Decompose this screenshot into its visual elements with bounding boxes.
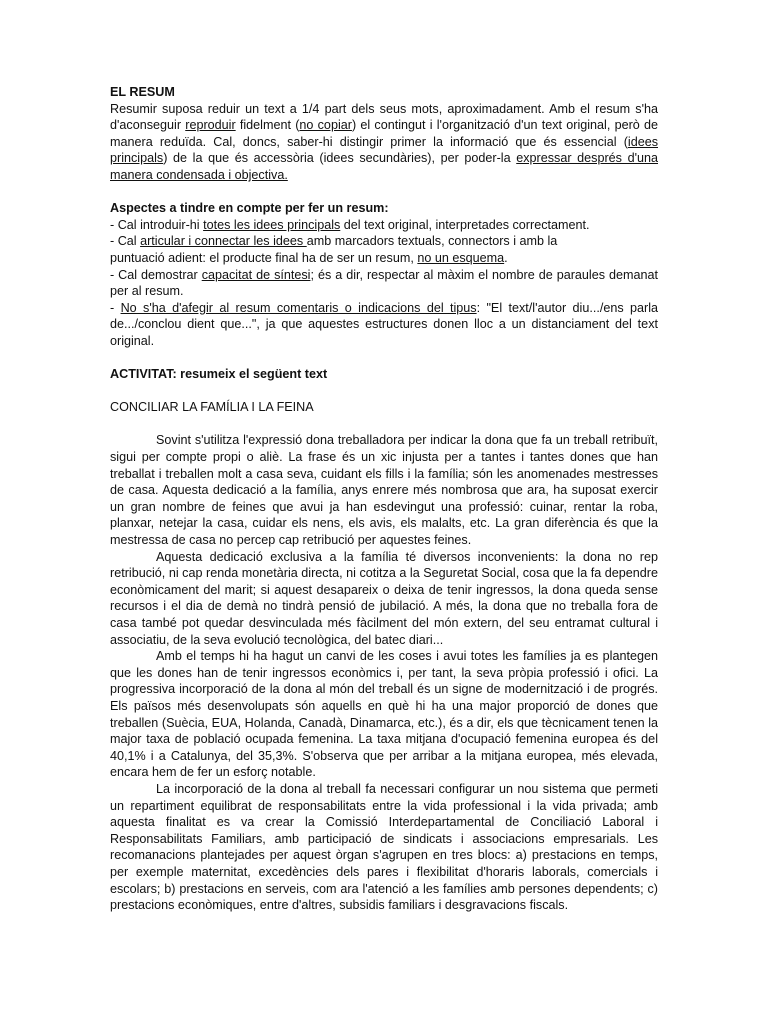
underlined-text: no un esquema [417,250,505,265]
underlined-text: no copiar [299,118,352,133]
article-paragraph-4: La incorporació de la dona al treball fa necessari configurar un nou sistema que permeti un repartiment equilibrat de responsabilitats entre la vida professional i la vida privada; amb aquesta finalitat es va crear la Comissió Interdepartamental de Conciliació Laboral i Responsabilitats Familiars, amb participació de sindicats i associacions empresarials. Les recomanacions plantejades per aquest òrgan s'agrupen en tres blocs: a) prestacions en temps, per exemple maternitat, excedències dels pares i flexibilitat d'horaris laborals, comercials i escolars; b) prestacions en serveis, com ara l'atenció a les famílies amb persones dependents; c) prestacions econòmiques, entre d'altres, subsidis familiars i desgravacions fiscals. [110,781,658,913]
text-run: : "El text/l'autor diu.../ens parla de.../conclou dient que...", ja que aquestes estructures donen lloc a un distanciament del text original. [110,300,659,348]
underlined-text: No s'ha d'afegir al resum comentaris o indicacions del tipus [120,300,477,315]
spacer [110,383,658,400]
text-run: - Cal introduir-hi [110,217,204,232]
section-title-aspects: Aspectes a tindre en compte per fer un resum: [110,201,389,216]
spacer [110,184,658,201]
document-page [110,84,658,914]
spacer [110,350,658,367]
text-run: . [504,250,508,265]
underlined-text: articular i connectar les idees [140,234,307,249]
activity-title: ACTIVITAT: resumeix el següent text [110,367,328,382]
spacer [110,416,658,433]
underlined-text: idees principals [110,134,658,166]
underlined-text: reproduir [185,118,236,133]
text-run: ) el contingut i l'organització d'un text original, però de manera reduïda. Cal, doncs, saber-hi distingir primer la informació que és essencial ( [110,118,659,149]
underlined-text: expressar després d'una manera condensada i objectiva. [110,151,658,182]
text-run: - Cal demostrar [110,267,202,282]
aspect-item-2 [110,233,658,250]
article-paragraph-1: Sovint s'utilitza l'expressió dona treballadora per indicar la dona que fa un treball retribuït, sigui per compte propi o aliè. La frase és un xic injusta per a tantes i tantes dones que han treballat i treballen molt a casa seva, cuidant els fills i la família; són les anomenades mestresses de casa. Aquesta dedicació a la família, anys enrere més nombrosa que ara, ha suposat exercir un gran nombre de feines que avui ja han esdevingut una professió: cuinar, rentar la roba, planxar, netejar la casa, cuidar els nens, els avis, els malalts, etc. La gran diferència és que la mestressa de casa no percep cap retribució per aquestes feines. [110,433,658,548]
text-run: ) de la que és accessòria (idees secundàries), per poder-la [163,151,517,166]
text-run: amb marcadors textuals, connectors i amb la [306,234,558,249]
aspect-item-3 [110,267,658,300]
aspect-item-4 [110,300,658,350]
text-run: - [110,300,121,315]
article-paragraph-3: Amb el temps hi ha hagut un canvi de les coses i avui totes les famílies ja es plantegen que les dones han de tenir ingressos econòmics i, per tant, la seva pròpia professió i ofici. La progressiva incorporació de la dona al món del treball és un signe de modernització i de progrés. Els països més desenvolupats són aquells en què hi ha una major proporció de dones que treballen (Suècia, EUA, Holanda, Canadà, Dinamarca, etc.), és a dir, els que tècnicament tenen la major taxa de població ocupada femenina. La taxa mitjana d'ocupació femenina europea és del 40,1% i a Catalunya, del 35,3%. S'observa que per arribar a la mitjana europea, més elevada, encara hem de fer un esforç notable. [110,649,658,780]
section-title-resum: EL RESUM [110,85,175,99]
underlined-text: capacitat de síntesi [201,267,311,282]
underlined-text: totes les idees principals [203,217,341,232]
aspect-item-1 [110,217,658,234]
article-title: CONCILIAR LA FAMÍLIA I LA FEINA [110,400,314,415]
article-paragraph-2: Aquesta dedicació exclusiva a la família té diversos inconvenients: la dona no rep retribució, ni cap renda monetària directa, ni cotitza a la Seguretat Social, cosa que la fa dependre econòmicament del marit; si aquest desapareix o deixa de tenir ingressos, la dona queda sense recursos i el dia de demà no tindrà pensió de jubilació. A més, la dona que no treballa fora de casa també pot quedar desvinculada més fàcilment del món extern, del seu entramat cultural i associatiu, de la seva evolució tecnològica, del batec diari... [110,549,658,647]
resum-paragraph [110,101,658,184]
text-run: Resumir suposa reduir un text a 1/4 part dels seus mots, aproximadament. Amb el resum s'ha d'aconseguir [110,101,658,133]
text-run: fidelment ( [235,118,300,133]
text-run: del text original, interpretades correctament. [340,217,590,232]
text-run: ; és a dir, respectar al màxim el nombre de paraules demanat per al resum. [110,267,658,299]
aspect-item-2-continued [110,250,658,267]
text-run: puntuació adient: el producte final ha de ser un resum, [110,250,418,265]
text-run: - Cal [110,234,141,249]
